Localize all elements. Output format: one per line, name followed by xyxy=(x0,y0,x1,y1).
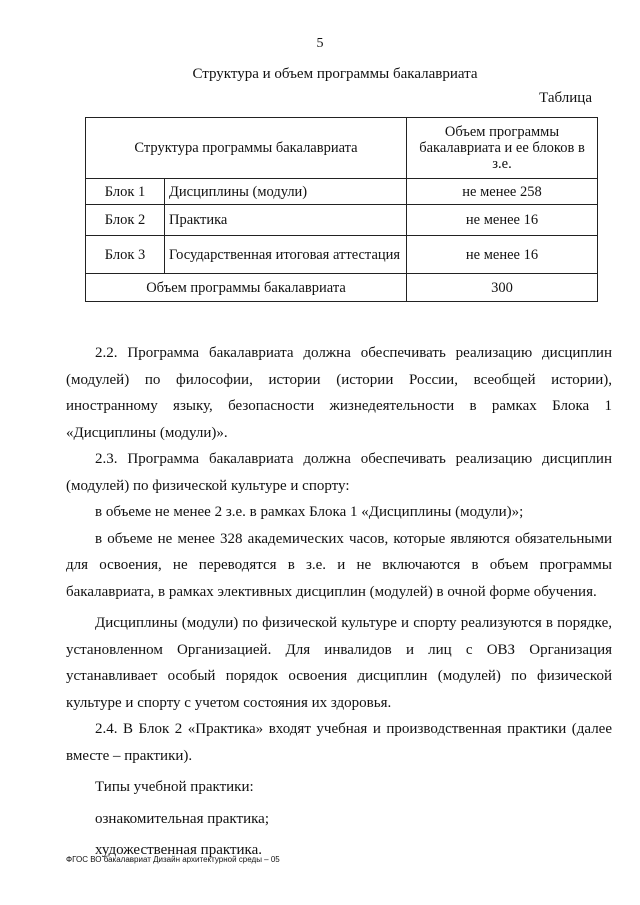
table-title: Структура и объем программы бакалавриата xyxy=(192,66,478,82)
block-name-cell: Дисциплины (модули) xyxy=(165,179,407,205)
paragraph-2-2: 2.2. Программа бакалавриата должна обеспечивать реализацию дисциплин (модулей) по философии, истории (истории России, всеобщей истории), иностранному языку, безопасности жизнедеятельности в рамках Блока 1 «Дисциплины (модули)». xyxy=(66,345,612,441)
block-name-cell: Государственная итоговая аттестация xyxy=(165,236,407,274)
program-structure-table xyxy=(85,117,598,302)
body-text xyxy=(66,340,612,864)
table-row xyxy=(86,236,598,274)
block-cell: Блок 2 xyxy=(86,205,165,236)
block-name-cell: Практика xyxy=(165,205,407,236)
paragraph-item: художественная практика. xyxy=(95,842,262,858)
page-number: 5 xyxy=(316,36,324,51)
block-volume-cell: не менее 16 xyxy=(407,205,598,236)
table-total-row xyxy=(86,274,598,302)
table-caption: Таблица xyxy=(539,90,592,106)
block-volume-cell: не менее 258 xyxy=(407,179,598,205)
paragraph-item: Типы учебной практики: xyxy=(95,779,254,795)
paragraph-item: в объеме не менее 328 академических часов, которые являются обязательными для освоения, не переводятся в з.е. и не включаются в объем программы бакалавриата, в рамках элективных дисциплин (модулей) в очной форме обучения. xyxy=(66,530,612,600)
footer-text: ФГОС ВО бакалавриат Дизайн архитектурной среды – 05 xyxy=(66,855,280,864)
paragraph-item: ознакомительная практика; xyxy=(95,810,269,827)
block-cell: Блок 3 xyxy=(86,236,165,274)
block-cell: Блок 1 xyxy=(86,179,165,205)
block-volume-cell: не менее 16 xyxy=(407,236,598,274)
table-header-row xyxy=(86,118,598,179)
paragraph-2-3: 2.3. Программа бакалавриата должна обеспечивать реализацию дисциплин (модулей) по физической культуре и спорту: xyxy=(66,451,612,494)
total-label-cell: Объем программы бакалавриата xyxy=(86,274,407,302)
header-structure-cell: Структура программы бакалавриата xyxy=(86,118,407,179)
header-volume-text: Объем программы бакалавриата и ее блоков в з.е. xyxy=(419,124,585,172)
table-row xyxy=(86,179,598,205)
paragraph-physical-culture: Дисциплины (модули) по физической культуре и спорту реализуются в порядке, установленном Организацией. Для инвалидов и лиц с ОВЗ Организация устанавливает особый порядок освоения дисциплин (модулей) по физической культуре и спорту с учетом состояния их здоровья. xyxy=(66,615,612,711)
header-volume-cell xyxy=(407,118,598,179)
total-value-cell: 300 xyxy=(407,274,598,302)
paragraph-item: в объеме не менее 2 з.е. в рамках Блока 1 «Дисциплины (модули)»; xyxy=(95,504,524,520)
paragraph-2-4: 2.4. В Блок 2 «Практика» входят учебная и производственная практики (далее вместе – практики). xyxy=(66,721,612,764)
table-row xyxy=(86,205,598,236)
